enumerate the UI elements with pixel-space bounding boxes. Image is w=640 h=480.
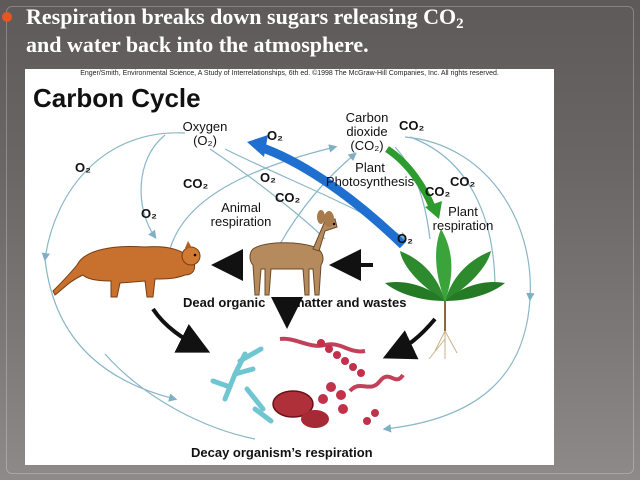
- co2-label-right: CO₂: [425, 184, 451, 199]
- plant-photosynthesis-line-2: Photosynthesis: [325, 174, 415, 189]
- figure-credit: Enger/Smith, Environmental Science, A Study of Interrelationships, 6th ed. ©1998 The McGraw-Hill Companies, Inc. All rights reserved.: [80, 70, 499, 77]
- bullet-text: [26, 3, 626, 59]
- oxygen-label-line-1: Oxygen: [182, 119, 228, 134]
- co2-label-top: CO₂: [399, 118, 425, 133]
- matter-wastes-label: matter and wastes: [293, 295, 407, 310]
- carbon-cycle-illustration: [25, 69, 554, 465]
- plant-respiration-line-2: respiration: [432, 218, 494, 233]
- decay-respiration-label: Decay organism’s respiration: [191, 445, 373, 460]
- plant-respiration-line-1: Plant: [448, 204, 478, 219]
- o2-label-right: O₂: [397, 231, 413, 246]
- co2-label-left: CO₂: [183, 176, 209, 191]
- oxygen-label-line-2: (O₂): [193, 133, 217, 148]
- animal-respiration-line-1: Animal: [221, 200, 261, 215]
- bullet-line-1: Respiration breaks down sugars releasing CO: [26, 4, 457, 29]
- co2-label-right-top: CO₂: [450, 174, 476, 189]
- carbon-dioxide-label: [337, 111, 397, 153]
- carbon-cycle-figure: [25, 69, 554, 465]
- blue-arrowhead: [247, 135, 268, 157]
- figure-title: Carbon Cycle: [33, 83, 201, 113]
- plant-photosynthesis-label: [325, 161, 415, 189]
- carbon-dioxide-line-3: (CO₂): [350, 138, 384, 153]
- animal-respiration-label: [201, 201, 281, 229]
- plant-photosynthesis-line-1: Plant: [355, 160, 385, 175]
- carbon-dioxide-line-2: dioxide: [346, 124, 388, 139]
- animal-respiration-line-2: respiration: [210, 214, 272, 229]
- plant-respiration-label: [421, 205, 505, 233]
- bullet-marker: [2, 12, 12, 22]
- o2-label-mid-left: O₂: [141, 206, 157, 221]
- o2-label-center: O₂: [260, 170, 276, 185]
- plant-illustration: [385, 229, 505, 359]
- co2-label-center: CO₂: [275, 190, 301, 205]
- carbon-dioxide-line-1: Carbon: [345, 110, 389, 125]
- cougar-illustration: [53, 241, 200, 297]
- o2-label-top: O₂: [267, 128, 283, 143]
- bullet-subscript: 2: [456, 16, 464, 32]
- dead-organic-label: Dead organic: [183, 295, 266, 310]
- decay-organisms-illustration: [213, 339, 403, 428]
- bullet-line-2: and water back into the atmosphere.: [26, 32, 369, 57]
- oxygen-label: [175, 120, 235, 148]
- o2-label-left: O₂: [75, 160, 91, 175]
